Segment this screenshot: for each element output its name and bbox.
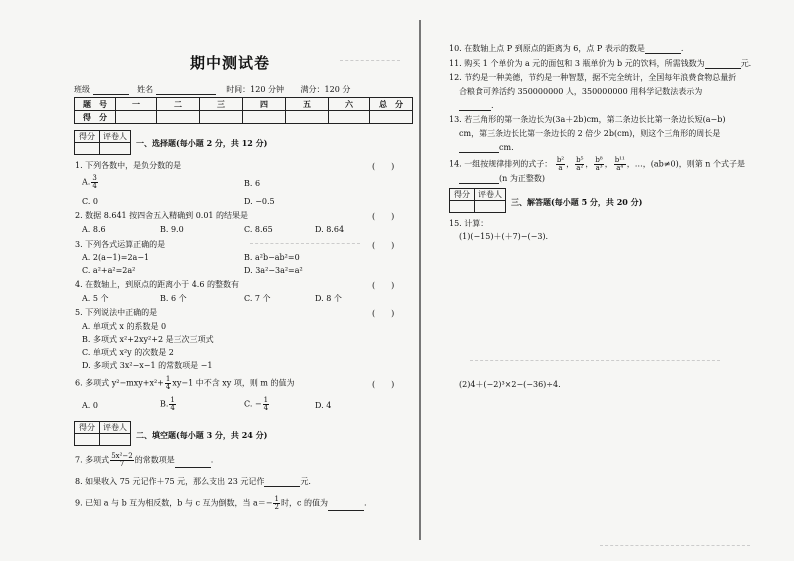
q1-option-b: B. 6 [244,179,261,188]
fraction-denominator: a [558,164,563,172]
q4-option-b: B. 6 个 [160,294,187,303]
q4-answer-paren[interactable]: ( ) [372,281,395,290]
score-input-cell[interactable] [329,111,370,124]
q1-option-a-label: A. [82,177,91,187]
score-table-cell: 一 [116,98,157,111]
scorer-score-cell[interactable] [75,434,100,446]
fraction-numerator: b⁸ [595,156,603,164]
q6-option-c [244,397,270,412]
q14-line1: 14. 一组按规律排列的式子： $\frac{\text{b²}}{a}$ ， $\frac{\text{b⁵}}{\text{a²}}$ ， $\frac{\text{b⁸}}{\text{a³}}$ ， $\frac{\text{b¹¹}}{\text{a⁴}}$ ，…，(ab≠0)，则第 n 个式子是 [449,156,745,172]
q2-option-a: A. 8.6 [82,225,106,234]
q4-stem: 4. 在数轴上，到原点的距离小于 4.6 的整数有 [75,280,239,289]
q1-option-d: D. −0.5 [244,197,275,206]
q8-unit: 元. [300,477,311,486]
q5-option-c: C. 单项式 x²y 的次数是 2 [82,348,174,357]
q13-line1: 13. 若三角形的第一条边长为(3a＋2b)cm，第二条边长比第一条边长短(a−b) [449,115,726,124]
scorer-reviewer-label: 评卷人 [475,189,506,201]
q13-unit: cm. [499,143,514,152]
q15-label: 15. 计算： [449,219,489,228]
q9-text-a: 9. 已知 a 与 b 互为相反数，b 与 c 互为倒数，当 a＝− [75,498,273,508]
fraction-denominator: 4 [170,404,175,412]
scorer-box [74,421,131,446]
q12-answer-blank[interactable] [459,101,491,111]
scorer-box [449,188,506,213]
score-table-cell: 六 [329,98,370,111]
time-text: 时间：120 分钟 [226,85,284,94]
q5-answer-paren[interactable]: ( ) [372,309,395,318]
page-divider [419,20,421,540]
scorer-reviewer-cell[interactable] [100,434,131,446]
q8 [75,477,311,487]
fraction [110,453,134,468]
scorer-reviewer-cell[interactable] [475,201,506,213]
q5-stem: 5. 下列说法中正确的是 [75,308,158,317]
q10-text: 10. 在数轴上点 P 到原点的距离为 6，点 P 表示的数是 [449,44,645,53]
score-table-cell: 五 [286,98,329,111]
q12-line2: 合粮食可养活约 350000000 人，350000000 用科学记数法表示为 [459,87,703,96]
score-input-cell[interactable] [286,111,329,124]
score-table-score-row [75,111,413,124]
scan-noise [470,360,720,361]
q13-line2: cm，第三条边长比第一条边长的 2 倍少 2b(cm)，则这个三角形的周长是 [459,129,721,138]
scorer-box [74,130,131,155]
q9-text-b: 时，c 的值为 [280,498,328,508]
fraction-numerator: 3 [92,174,97,182]
score-table-cell: 总 分 [370,98,413,111]
fraction [614,157,626,172]
scorer-score-cell[interactable] [450,201,475,213]
q13-answer-blank[interactable] [459,143,499,153]
scorer-score-label: 得分 [75,422,100,434]
score-input-cell[interactable] [200,111,243,124]
fraction-numerator: b⁵ [576,156,584,164]
exam-title: 期中测试卷 [190,54,271,72]
q4-option-a: A. 5 个 [82,294,109,303]
q10-end: . [680,44,684,53]
q7 [75,453,213,468]
q9 [75,496,367,511]
q15-part2: (2)4＋(−2)³×2−(−36)÷4. [459,380,561,389]
q14-text-c: (n 为正整数) [499,174,545,183]
q14-text-b: ，…，(ab≠0)，则第 n 个式子是 [626,159,745,169]
scorer-score-label: 得分 [450,189,475,201]
fraction-numerator: b² [556,156,565,164]
q1-option-a [82,175,99,190]
q9-end: . [363,498,367,508]
score-input-cell[interactable] [157,111,200,124]
q1-answer-paren[interactable]: ( ) [372,162,395,171]
fraction [556,157,565,172]
scorer-reviewer-label: 评卷人 [100,131,131,143]
fraction-numerator: 1 [274,495,279,503]
class-blank[interactable] [93,85,129,95]
q14-answer-blank[interactable] [459,174,499,184]
fraction-denominator: 2 [274,503,279,511]
q10 [449,44,683,54]
scan-noise [340,60,400,61]
fraction-denominator: 4 [263,404,269,412]
score-table-header-row [75,98,413,111]
q6-option-b-label: B. [160,399,169,409]
score-table-cell: 题 号 [75,98,116,111]
scan-noise [250,243,360,244]
q6-stem [75,376,295,391]
q12-line3 [459,101,494,111]
fraction [91,175,97,190]
fraction [575,157,584,172]
section3-heading: 三、解答题(每小题 5 分，共 20 分) [511,197,643,207]
q1-stem: 1. 下列各数中，是负分数的是 [75,161,182,170]
q11-text: 11. 购买 1 个单价为 a 元的面包和 3 瓶单价为 b 元的饮料，所需钱数为 [449,59,705,68]
score-table-cell: 二 [157,98,200,111]
q3-option-d: D. 3a²−3a²=a² [244,266,303,275]
q6-option-c-label: C. − [244,399,262,409]
fraction-denominator: a³ [595,164,603,172]
q1-option-c: C. 0 [82,197,99,206]
q3-answer-paren[interactable]: ( ) [372,241,395,250]
fraction [169,397,175,412]
q7-end: . [210,455,214,465]
q2-answer-paren[interactable]: ( ) [372,212,395,221]
class-label: 班级 [74,85,90,94]
fraction [165,376,171,391]
full-score-text: 满分：120 分 [300,85,351,94]
section2-heading: 二、填空题(每小题 3 分，共 24 分) [136,430,268,440]
fraction-numerator: 1 [165,375,171,383]
q15-part1: (1)(−15)＋(＋7)−(−3). [459,232,549,241]
q6-option-b [160,397,177,412]
q11 [449,59,751,69]
scorer-score-cell[interactable] [75,143,100,155]
scorer-reviewer-cell[interactable] [100,143,131,155]
q5-option-a: A. 单项式 x 的系数是 0 [82,322,167,331]
section1-heading: 一、选择题(每小题 2 分，共 12 分) [136,138,268,148]
fraction-denominator: 4 [165,383,171,391]
fraction [263,397,269,412]
fraction [273,496,279,511]
q4-option-d: D. 8 个 [315,294,342,303]
q12-line1: 12. 节约是一种美德，节约是一种智慧，据不完全统计，全国每年浪费食物总量折 [449,73,737,82]
name-label: 姓名 [137,85,154,94]
fraction-numerator: b¹¹ [614,156,625,164]
score-table [74,97,413,124]
scorer-reviewer-label: 评卷人 [100,422,131,434]
q11-unit: 元. [740,59,752,68]
q7-answer-blank[interactable] [175,458,211,468]
q2-stem: 2. 数据 8.641 按四舍五入精确到 0.01 的结果是 [75,211,249,220]
fraction-denominator: 7 [119,460,125,468]
q13-line3 [459,143,514,153]
q14-text-a: 14. 一组按规律排列的式子： [449,159,553,169]
score-input-cell[interactable] [370,111,413,124]
q12-end: . [491,101,494,110]
q11-answer-blank[interactable] [705,59,741,69]
q2-option-b: B. 9.0 [160,225,184,234]
scorer-score-label: 得分 [75,131,100,143]
q6-stem-b: xy−1 中不含 xy 项，则 m 的值为 [172,378,295,388]
q8-answer-blank[interactable] [264,477,300,487]
fraction-denominator: 4 [92,182,97,190]
scan-noise [600,545,750,546]
q6-stem-a: 6. 多项式 y²−mxy+x²+ [75,378,164,388]
fraction-numerator: 5x²−2 [111,452,133,460]
student-info-row [74,84,350,95]
q14-line2 [459,174,545,184]
q2-option-d: D. 8.64 [315,225,345,234]
q6-option-d: D. 4 [315,401,332,410]
q6-option-a: A. 0 [82,401,98,410]
name-blank[interactable] [156,85,216,95]
q7-text-a: 7. 多项式 [75,455,110,465]
q3-option-c: C. a²+a²=2a² [82,266,136,275]
q9-answer-blank[interactable] [328,501,364,511]
q5-option-d: D. 多项式 3x²−x−1 的常数项是 −1 [82,361,213,370]
fraction-denominator: a² [576,164,584,172]
fraction-numerator: 1 [263,396,269,404]
fraction-denominator: a⁴ [616,164,624,172]
score-table-cell: 四 [243,98,286,111]
q7-text-b: 的常数项是 [134,455,175,465]
score-table-cell: 三 [200,98,243,111]
q8-text: 8. 如果收入 75 元记作＋75 元，那么支出 23 元记作 [75,477,265,486]
fraction-numerator: 1 [170,396,175,404]
q10-answer-blank[interactable] [645,44,681,54]
score-input-cell[interactable] [243,111,286,124]
q6-answer-paren[interactable]: ( ) [372,380,395,389]
q4-option-c: C. 7 个 [244,294,271,303]
score-input-cell[interactable] [116,111,157,124]
q3-option-a: A. 2(a−1)=2a−1 [82,253,150,262]
fraction [594,157,603,172]
q3-stem: 3. 下列各式运算正确的是 [75,240,166,249]
q3-option-b: B. a²b−ab²=0 [244,253,300,262]
q5-option-b: B. 多项式 x²+2xy²+2 是三次三项式 [82,335,214,344]
q2-option-c: C. 8.65 [244,225,273,234]
score-table-cell: 得 分 [75,111,116,124]
